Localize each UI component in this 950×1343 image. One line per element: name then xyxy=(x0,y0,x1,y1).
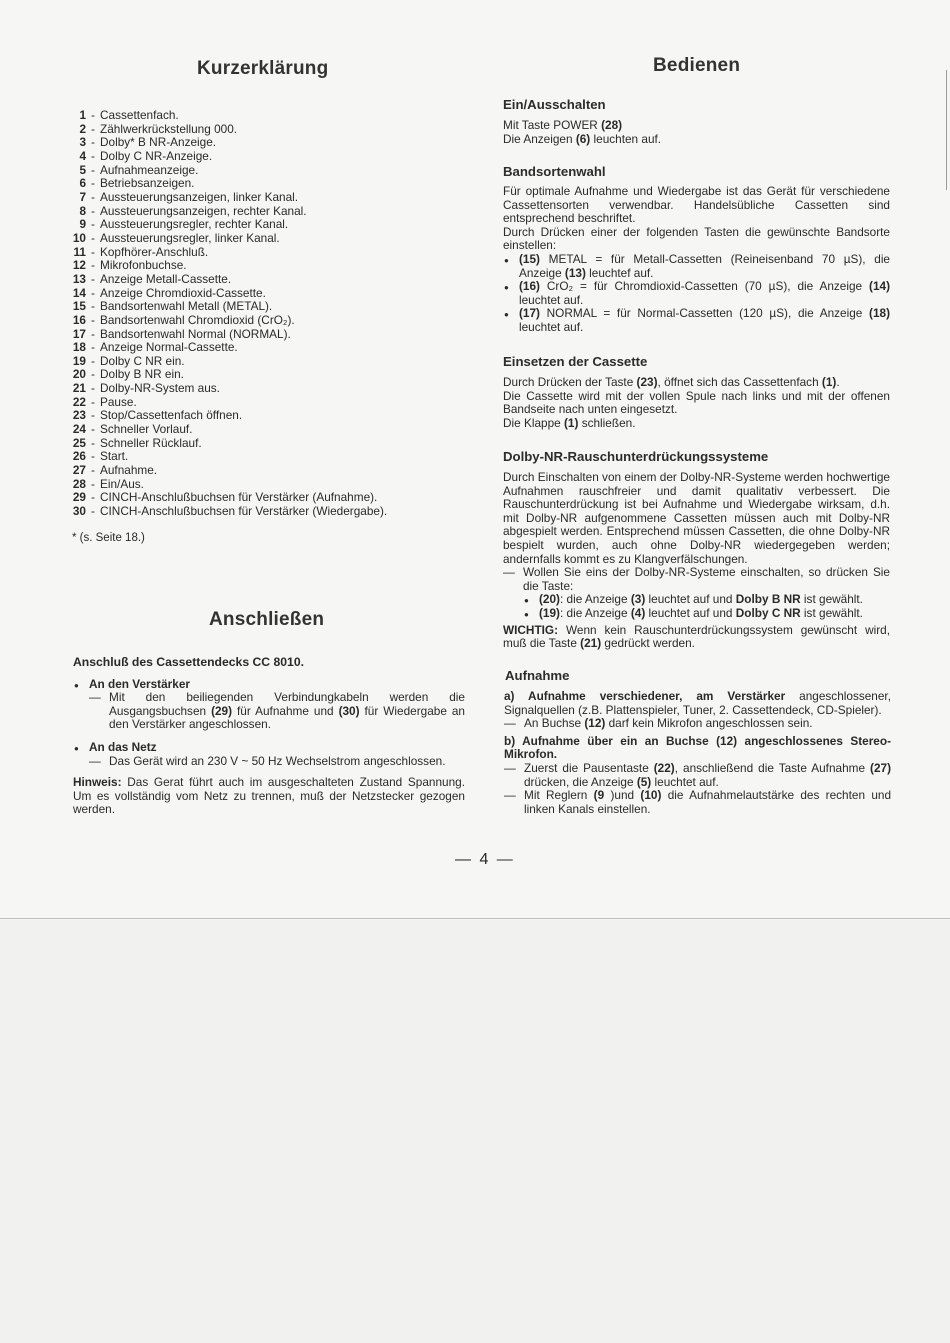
ein-aus-text: Mit Taste POWER (28) Die Anzeigen (6) leuchten auf. xyxy=(503,118,662,146)
legend-separator: - xyxy=(91,108,95,122)
legend-text: Mikrofonbuchse. xyxy=(100,258,187,273)
legend-text: Zählwerkrückstellung 000. xyxy=(100,121,238,136)
einsetzen-text: Durch Drücken der Taste (23), öffnet sich das Cassettenfach (1). Die Cassette wird mit der vollen Spule nach links und mit der offenen Bandseite nach unten eingesetzt. Die Klappe (1) schließen. xyxy=(503,375,890,430)
legend-separator: - xyxy=(91,135,95,150)
bandsortenwahl-heading: Bandsortenwahl xyxy=(503,164,606,179)
legend-text: Aussteuerungsanzeigen, rechter Kanal. xyxy=(100,203,307,218)
legend-text: CINCH-Anschlußbuchsen für Verstärker (Aufnahme). xyxy=(100,490,378,505)
legend-separator: - xyxy=(91,271,95,286)
legend-item xyxy=(70,478,465,492)
legend-item xyxy=(70,109,465,123)
legend-separator: - xyxy=(91,490,95,505)
legend-number: 28 xyxy=(72,476,86,491)
legend-separator: - xyxy=(91,463,95,478)
legend-text: Start. xyxy=(100,449,129,464)
bandsortenwahl-text: Für optimale Aufnahme und Wiedergabe ist das Gerät für verschiedene Cassettensorten verwendbar. Handelsübliche Cassetten sind entsprechend beschriftet. Durch Drücken einer der folgenden Tasten die gewünschte Bandsorte einstellen: ● (15) METAL = für Metall-Cassetten (Reineisenband 70 µS), die Anzeige (13) leuchtef auf. ● (16) CrO₂ = für Chromdioxid-Cassetten (70 µS), die Anzeige (14) leuchtet auf. ● (17) NORMAL = für Normal-Cassetten (120 µS), die Anzeige (18) leuchtet auf. xyxy=(503,185,890,335)
legend-separator: - xyxy=(91,422,95,437)
page-number: — 4 — xyxy=(455,851,515,868)
einsetzen-heading: Einsetzen der Cassette xyxy=(503,354,648,369)
anschliessen-section xyxy=(73,656,465,817)
legend-text: Bandsortenwahl Chromdioxid (CrO₂). xyxy=(100,312,295,327)
legend-number: 14 xyxy=(72,285,86,300)
legend-separator: - xyxy=(91,217,95,232)
legend-list xyxy=(70,109,465,519)
legend-text: Dolby C NR ein. xyxy=(100,353,185,368)
legend-number: 6 xyxy=(79,176,86,191)
legend-separator: - xyxy=(91,367,95,382)
legend-number: 26 xyxy=(72,449,86,464)
verstaerker-heading: ● An den Verstärker xyxy=(73,678,465,692)
legend-number: 27 xyxy=(72,463,86,478)
legend-item xyxy=(70,300,465,314)
legend-separator: - xyxy=(91,394,95,409)
legend-number: 9 xyxy=(79,217,86,232)
legend-text: Pause. xyxy=(100,394,137,409)
wichtig-text: WICHTIG: Wenn kein Rauschunterdrückungssystem gewünscht wird, muß die Taste (21) gedrückt werden. xyxy=(503,622,890,651)
legend-separator: - xyxy=(91,162,95,177)
legend-number: 29 xyxy=(72,490,86,505)
legend-separator: - xyxy=(91,381,95,396)
legend-item xyxy=(70,273,465,287)
legend-text: Aufnahme. xyxy=(100,463,158,478)
legend-separator: - xyxy=(91,312,95,327)
dolby-text: Durch Einschalten von einem der Dolby-NR-Systeme werden hochwertige Aufnahmen rauschfreier und damit qualitativ verbessert. Die Rauschunterdrückung ist bei Aufnahme und Wiedergabe wirksam, d.h. mit Dolby-NR aufgenommene Cassetten müssen auch mit Dolby-NR abgespielt werden. Entsprechend müssen Cassetten, die ohne Dolby-NR bespielt wurden, auch ohne Dolby-NR wiedergegeben werden; andernfalls kommt es zu Klangverfälschungen. — Wollen Sie eins der Dolby-NR-Systeme einschalten, so drücken Sie die Taste: ● (20): die Anzeige (3) leuchtet auf und Dolby B NR ist gewählt. ● (19): die Anzeige (4) leuchtet auf und Dolby C NR ist gewählt. WICHTIG: Wenn kein Rauschunterdrückungssystem gewünscht wird, muß die Taste (21) gedrückt werden. xyxy=(503,471,890,651)
legend-separator: - xyxy=(91,435,95,450)
legend-separator: - xyxy=(91,504,95,519)
hinweis-text: Hinweis: Das Gerat führt auch im ausgeschalteten Zustand Spannung. Um es vollständig vom Netz zu trennen, muß der Netzstecker gezogen werden. xyxy=(73,775,465,817)
dolby-heading: Dolby-NR-Rauschunterdrückungssysteme xyxy=(503,449,769,464)
legend-separator: - xyxy=(91,189,95,204)
legend-item xyxy=(70,341,465,355)
legend-number: 4 xyxy=(79,148,86,163)
legend-number: 23 xyxy=(72,408,86,423)
legend-text: CINCH-Anschlußbuchsen für Verstärker (Wiedergabe). xyxy=(100,504,388,519)
legend-number: 17 xyxy=(72,326,86,341)
legend-item xyxy=(70,218,465,232)
legend-text: Anzeige Chromdioxid-Cassette. xyxy=(100,285,266,300)
legend-text: Dolby C NR-Anzeige. xyxy=(100,148,213,163)
legend-item xyxy=(70,123,465,137)
legend-item xyxy=(70,314,465,328)
legend-number: 13 xyxy=(72,271,86,286)
legend-separator: - xyxy=(91,258,95,273)
legend-separator: - xyxy=(91,244,95,259)
legend-separator: - xyxy=(91,121,95,136)
legend-number: 10 xyxy=(72,230,86,245)
legend-number: 25 xyxy=(72,435,86,450)
legend-number: 8 xyxy=(79,203,86,218)
legend-number: 21 xyxy=(72,381,86,396)
legend-text: Anzeige Normal-Cassette. xyxy=(100,340,238,355)
legend-separator: - xyxy=(91,203,95,218)
legend-text: Aussteuerungsanzeigen, linker Kanal. xyxy=(100,189,299,204)
legend-item xyxy=(70,355,465,369)
legend-text: Betriebsanzeigen. xyxy=(100,176,195,191)
legend-number: 20 xyxy=(72,367,86,382)
legend-number: 1 xyxy=(79,108,86,122)
legend-number: 15 xyxy=(72,299,86,314)
legend-number: 30 xyxy=(72,504,86,519)
legend-separator: - xyxy=(91,449,95,464)
legend-item xyxy=(70,150,465,164)
legend-number: 19 xyxy=(72,353,86,368)
kurzerklaerung-title: Kurzerklärung xyxy=(197,58,329,79)
anschliessen-title: Anschließen xyxy=(209,609,325,630)
legend-separator: - xyxy=(91,408,95,423)
legend-text: Dolby B NR ein. xyxy=(100,367,184,382)
legend-separator: - xyxy=(91,230,95,245)
legend-text: Aufnahmeanzeige. xyxy=(100,162,199,177)
legend-number: 24 xyxy=(72,422,86,437)
legend-item xyxy=(70,246,465,260)
legend-item xyxy=(70,505,465,519)
legend-item xyxy=(70,382,465,396)
legend-item xyxy=(70,177,465,191)
anschluss-subtitle: Anschluß des Cassettendecks CC 8010. xyxy=(73,655,304,669)
dolby-b-item: ● (20): die Anzeige (3) leuchtet auf und Dolby B NR ist gewählt. xyxy=(523,593,890,607)
legend-number: 16 xyxy=(72,312,86,327)
legend-text: Schneller Rücklauf. xyxy=(100,435,202,450)
legend-number: 3 xyxy=(79,135,86,150)
legend-number: 12 xyxy=(72,258,86,273)
legend-number: 5 xyxy=(79,162,86,177)
legend-text: Schneller Vorlauf. xyxy=(100,422,193,437)
legend-item xyxy=(70,259,465,273)
blank-lower-area xyxy=(0,920,950,1343)
dolby-c-item: ● (19): die Anzeige (4) leuchtet auf und Dolby C NR ist gewählt. xyxy=(523,607,890,621)
legend-item xyxy=(70,368,465,382)
metal-item: ● (15) METAL = für Metall-Cassetten (Reineisenband 70 µS), die Anzeige (13) leuchtef auf. xyxy=(503,253,890,280)
legend-number: 18 xyxy=(72,340,86,355)
legend-text: Aussteuerungsregler, linker Kanal. xyxy=(100,230,280,245)
legend-text: Aussteuerungsregler, rechter Kanal. xyxy=(100,217,289,232)
legend-separator: - xyxy=(91,299,95,314)
legend-number: 7 xyxy=(79,189,86,204)
legend-item xyxy=(70,409,465,423)
scan-edge xyxy=(946,70,947,190)
legend-item xyxy=(70,491,465,505)
legend-text: Bandsortenwahl Metall (METAL). xyxy=(100,299,273,314)
footnote: * (s. Seite 18.) xyxy=(72,532,145,544)
legend-item xyxy=(70,437,465,451)
legend-item xyxy=(70,423,465,437)
legend-text: Kopfhörer-Anschluß. xyxy=(100,244,209,259)
legend-number: 11 xyxy=(73,244,86,259)
legend-separator: - xyxy=(91,476,95,491)
legend-text: Bandsortenwahl Normal (NORMAL). xyxy=(100,326,291,341)
legend-item xyxy=(70,450,465,464)
legend-item xyxy=(70,396,465,410)
legend-separator: - xyxy=(91,340,95,355)
ein-aus-heading: Ein/Ausschalten xyxy=(503,97,606,112)
legend-text: Cassettenfach. xyxy=(100,108,179,122)
legend-text: Dolby* B NR-Anzeige. xyxy=(100,135,217,150)
aufnahme-text: a) Aufnahme verschiedener, am Verstärker angeschlossener, Signalquellen (z.B. Plattenspieler, Tuner, 2. Cassettendeck, CD-Spieler). — An Buchse (12) darf kein Mikrofon angeschlossen sein. b) Aufnahme über ein an Buchse (12) angeschlossenes Stereo-Mikrofon. — Zuerst die Pausentaste (22), anschließend die Taste Aufnahme (27) drücken, die Anzeige (5) leuchtet auf. — Mit Reglern (9 )und (10) die Aufnahmelautstärke des rechten und linken Kanals einstellen. xyxy=(504,690,891,816)
aufnahme-heading: Aufnahme xyxy=(505,668,570,683)
legend-text: Anzeige Metall-Cassette. xyxy=(100,271,232,286)
legend-item xyxy=(70,464,465,478)
legend-item xyxy=(70,205,465,219)
legend-separator: - xyxy=(91,353,95,368)
cro2-item: ● (16) CrO₂ = für Chromdioxid-Cassetten (70 µS), die Anzeige (14) leuchtet auf. xyxy=(503,280,890,307)
normal-item: ● (17) NORMAL = für Normal-Cassetten (120 µS), die Anzeige (18) leuchtet auf. xyxy=(503,307,890,334)
legend-item xyxy=(70,136,465,150)
legend-number: 22 xyxy=(72,394,86,409)
legend-text: Ein/Aus. xyxy=(100,476,144,491)
legend-item xyxy=(70,232,465,246)
legend-number: 2 xyxy=(79,121,86,136)
legend-text: Dolby-NR-System aus. xyxy=(100,381,220,396)
legend-item xyxy=(70,164,465,178)
legend-separator: - xyxy=(91,148,95,163)
legend-separator: - xyxy=(91,285,95,300)
netz-text: — Das Gerät wird an 230 V ~ 50 Hz Wechselstrom angeschlossen. xyxy=(89,755,465,769)
legend-text: Stop/Cassettenfach öffnen. xyxy=(100,408,243,423)
legend-item xyxy=(70,328,465,342)
bedienen-title: Bedienen xyxy=(653,55,741,76)
netz-heading: ● An das Netz xyxy=(73,741,465,755)
legend-item xyxy=(70,287,465,301)
verstaerker-text: — Mit den beiliegenden Verbindungkabeln werden die Ausgangsbuchsen (29) für Aufnahme und (30) für Wiedergabe an den Verstärker angeschlossen. xyxy=(89,691,465,732)
legend-item xyxy=(70,191,465,205)
page-divider xyxy=(0,918,950,919)
legend-separator: - xyxy=(91,176,95,191)
legend-separator: - xyxy=(91,326,95,341)
